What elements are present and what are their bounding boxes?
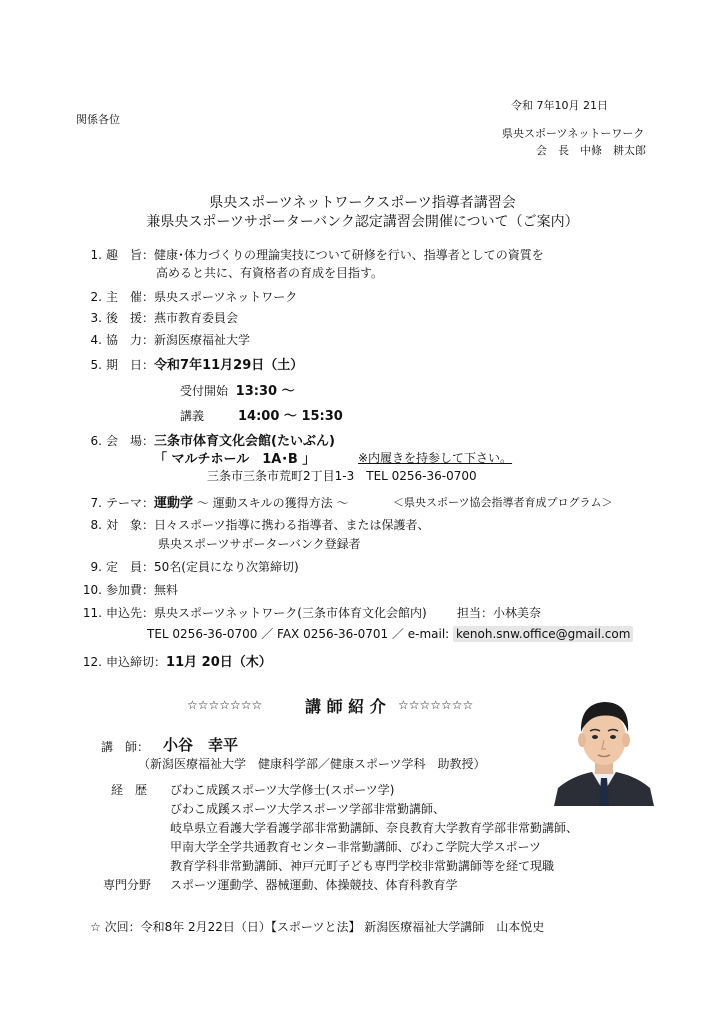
item-capacity: 9. 定 員：50名(定員になり次第締切) xyxy=(90,560,299,574)
lecture-time: 講義 14:00 ～ 15:30 xyxy=(180,409,343,424)
stars-left: ☆☆☆☆☆☆☆ xyxy=(187,698,263,712)
field-text: スポーツ運動学、器械運動、体操競技、体育科教育学 xyxy=(170,878,458,892)
instructor-label: 講 師： xyxy=(101,740,150,754)
item-sponsor: 3. 後 援：燕市教育委員会 xyxy=(90,311,239,325)
application-contact: 担当：小林美奈 xyxy=(457,606,542,620)
addressee: 関係各位 xyxy=(76,113,120,126)
item-purpose: 1. 趣 旨：健康･体力づくりの理論実技について研修を行い、指導者としての資質を xyxy=(90,248,544,262)
venue-room: 「 マルチホール 1A･B 」 xyxy=(154,452,316,467)
title-line-2: 兼県央スポーツサポーターバンク認定講習会開催について（ご案内） xyxy=(146,214,579,230)
career-line: 岐阜県立看護大学看護学部非常勤講師、奈良教育大学教育学部非常勤講師、 xyxy=(170,821,579,835)
instructor-affiliation: （新潟医療福祉大学 健康科学部／健康スポーツ学科 助教授） xyxy=(138,757,486,771)
instructor-name: 小谷 幸平 xyxy=(163,736,239,754)
item-purpose-cont: 高めると共に、有資格者の育成を目指す。 xyxy=(156,266,384,280)
president: 会 長 中條 耕太郎 xyxy=(536,144,646,157)
career-line: びわこ成蹊スポーツ大学スポーツ学部非常勤講師、 xyxy=(170,802,446,816)
reception-time: 受付開始 13:30 ～ xyxy=(180,384,295,399)
item-target-cont: 県央スポーツサポーターバンク登録者 xyxy=(158,537,361,551)
title-line-1: 県央スポーツネットワークスポーツ指導者講習会 xyxy=(209,195,516,211)
field-label: 専門分野 xyxy=(103,878,152,892)
theme-program: ＜県央スポーツ協会指導者育成プログラム＞ xyxy=(393,496,613,509)
application-tel: TEL 0256-36-0700 ／ FAX 0256-36-0701 ／ e-mail: kenoh.snw.office@gmail.com xyxy=(147,625,633,642)
instructor-heading: 講 師 紹 介 xyxy=(305,697,386,716)
career-label: 経 歴 xyxy=(111,783,148,797)
item-organizer: 2. 主 催：県央スポーツネットワーク xyxy=(90,290,298,304)
next-session: ☆ 次回：令和8年 2月22日（日）【スポーツと法】 新潟医療福祉大学講師 山本悦史 xyxy=(90,920,545,934)
organization: 県央スポーツネットーワーク xyxy=(502,127,645,140)
career-line: 教育学科非常勤講師、神戸元町子ども専門学校非常勤講師等を経て現職 xyxy=(170,859,555,873)
instructor-photo xyxy=(552,688,656,806)
item-application: 11. 申込先：県央スポーツネットワーク(三条市体育文化会館内) xyxy=(82,606,427,620)
portrait-image xyxy=(552,688,656,806)
item-date: 5. 期 日：令和7年11月29日（土） xyxy=(90,358,304,373)
item-cooperation: 4. 協 力：新潟医療福祉大学 xyxy=(90,333,251,347)
item-deadline: 12. 申込締切：11月 20日（木） xyxy=(82,655,272,670)
item-fee: 10. 参加費：無料 xyxy=(82,583,179,597)
item-target: 8. 対 象：日々スポーツ指導に携わる指導者、または保護者、 xyxy=(90,518,430,532)
email-link[interactable]: kenoh.snw.office@gmail.com xyxy=(453,626,633,642)
career-line: びわこ成蹊スポーツ大学修士(スポーツ学) xyxy=(170,783,395,797)
stars-right: ☆☆☆☆☆☆☆ xyxy=(398,698,474,712)
date: 令和 7年10月 21日 xyxy=(511,99,608,112)
career-line: 甲南大学全学共通教育センター非常勤講師、びわこ学院大学スポーツ xyxy=(170,840,542,854)
venue-note: ※内履きを持参して下さい。 xyxy=(358,451,513,465)
venue-address: 三条市三条市荒町2丁目1-3 TEL 0256-36-0700 xyxy=(207,469,477,483)
item-venue: 6. 会 場：三条市体育文化会館(たいぶん) xyxy=(90,434,335,449)
item-theme: 7. テーマ：運動学 ～ 運動スキルの獲得方法 ～ xyxy=(90,496,349,511)
